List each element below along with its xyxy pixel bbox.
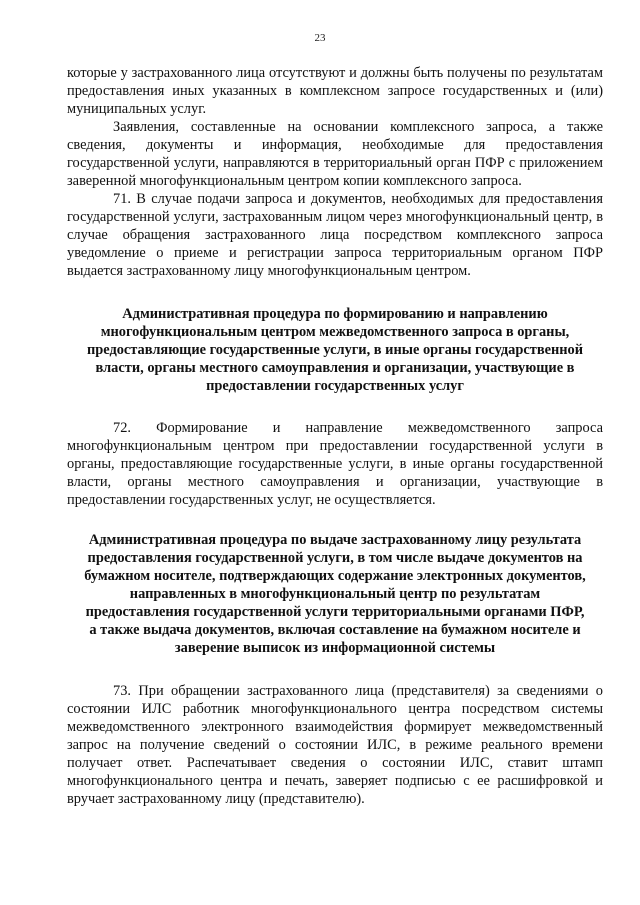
- paragraph-71: 71. В случае подачи запроса и документов, необходимых для предоставления государственной услуги, застрахованным лицом через многофункциональный центр, в случае обращения застрахованного лица посредством комплексного запроса уведомление о приеме и регистрации запроса территориальным органом ПФР выдается застрахованному лицу многофункциональным центром.: [67, 191, 603, 279]
- paragraph-72: 72. Формирование и направление межведомственного запроса многофункциональным центром при предоставлении государственной услуги в органы, предоставляющие государственные услуги, в иные органы государственной власти, органы местного самоуправления и организации, участвующие в предоставлении государственных услуг, не осуществляется.: [67, 420, 603, 508]
- page-number: 23: [314, 32, 326, 44]
- section-heading-interagency-request: Административная процедура по формированию и направлению многофункциональным центром межведомственного запроса в органы, предоставляющие государственные услуги, в иные органы государственной власти, органы местного самоуправления и организации, участвующие в предоставлении государственных услуг: [86, 306, 584, 394]
- spacer: [67, 280, 603, 305]
- paragraph-73: 73. При обращении застрахованного лица (представителя) за сведениями о состоянии ИЛС работник многофункционального центра посредством системы межведомственного электронного взаимодействия формирует межведомственный запрос на получение сведений о состоянии ИЛС, в режиме реального времени получает ответ. Распечатывает сведения о состоянии ИЛС, ставит штамп многофункционального центра и печать, заверяет подписью с ее расшифровкой и вручает застрахованному лицу (представителю).: [67, 683, 603, 807]
- section-heading-result-issuance: Административная процедура по выдаче застрахованному лицу результата предоставления государственной услуги, в том числе выдаче документов на бумажном носителе, подтверждающих содержание электронных документов, направленных в многофункциональный центр по результатам предоставления государственной услуги территориальными органами ПФР, а также выдача документов, включая составление на бумажном носителе и заверение выписок из информационной системы: [84, 532, 586, 656]
- spacer: [67, 395, 603, 419]
- paragraph-continuation: которые у застрахованного лица отсутствуют и должны быть получены по результатам предоставления иных указанных в комплексном запросе государственных и (или) муниципальных услуг.: [67, 65, 603, 117]
- spacer: [67, 657, 603, 682]
- spacer: [67, 509, 603, 531]
- document-body: [67, 64, 603, 808]
- paragraph-applications: Заявления, составленные на основании комплексного запроса, а также сведения, документы и информация, необходимые для предоставления государственной услуги, направляются в территориальный орган ПФР с приложением заверенной многофункциональным центром копии комплексного запроса.: [67, 119, 603, 189]
